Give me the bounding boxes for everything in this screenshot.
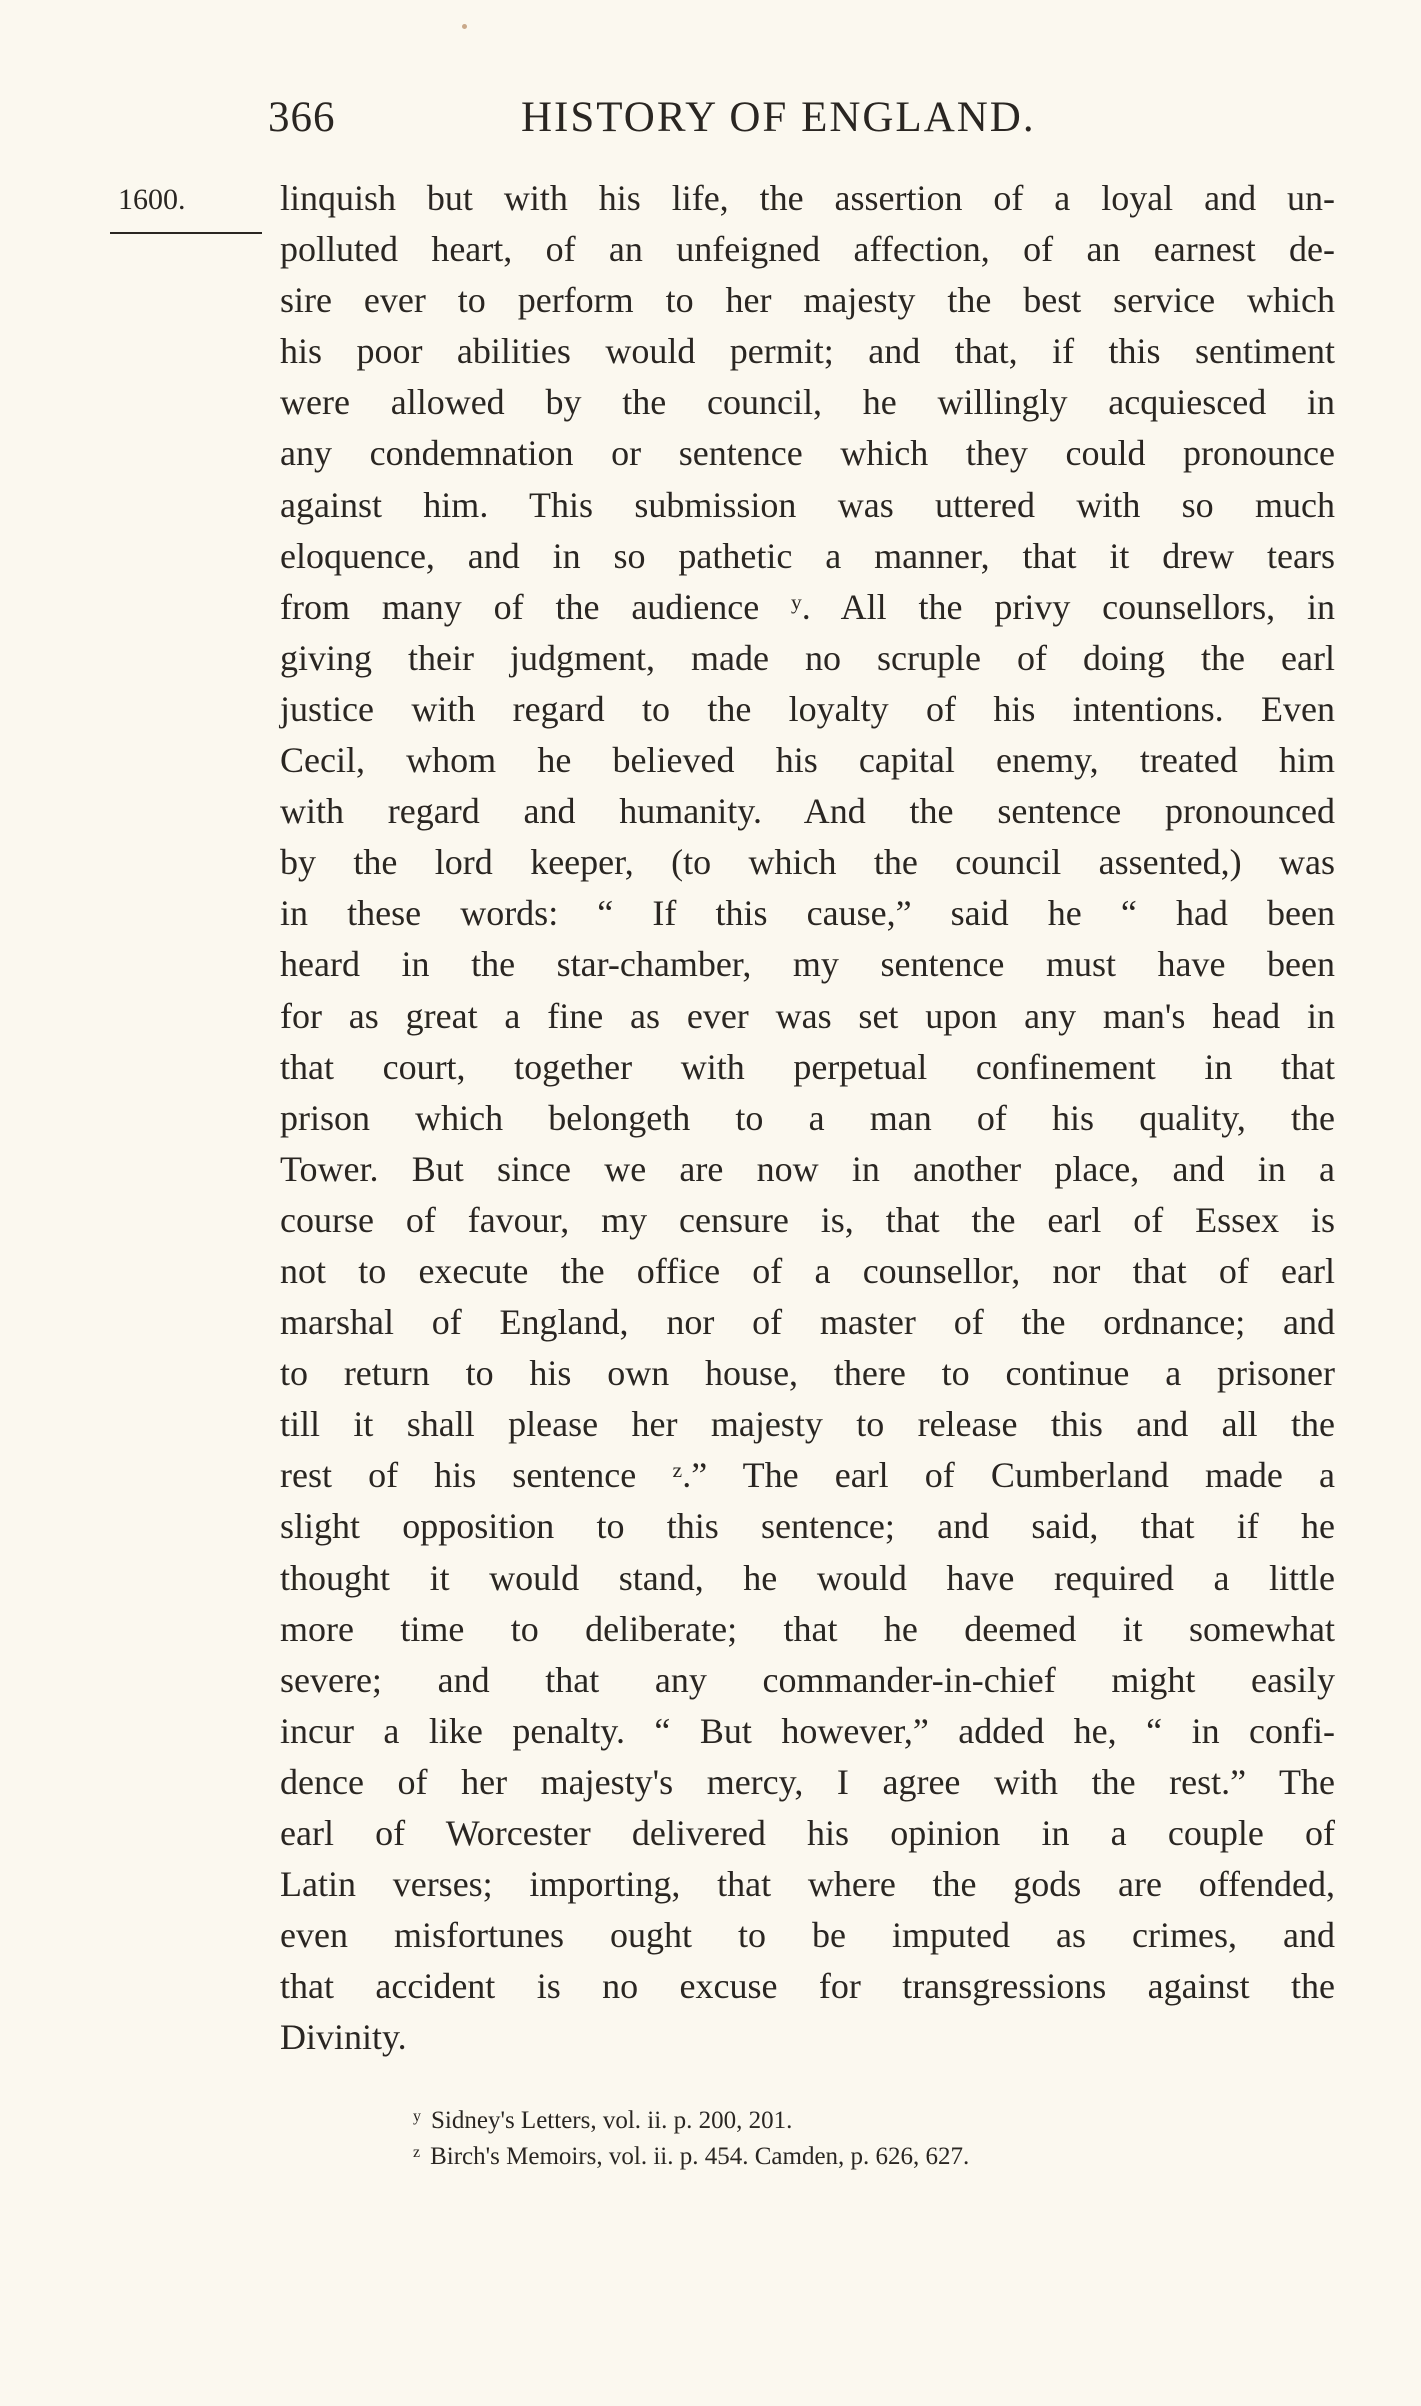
text-line: by the lord keeper, (to which the council assented,) was xyxy=(280,842,1335,883)
text-line: marshal of England, nor of master of the ordnance; and xyxy=(280,1302,1335,1343)
footnote-y xyxy=(413,2101,1313,2137)
text-line: earl of Worcester delivered his opinion in a couple of xyxy=(280,1813,1335,1853)
text-line: more time to deliberate; that he deemed it somewhat xyxy=(280,1608,1335,1649)
running-title: HISTORY OF ENGLAND. xyxy=(521,94,1036,141)
page-number: 366 xyxy=(268,94,336,141)
text-line: for as great a fine as ever was set upon any man's head in xyxy=(280,995,1335,1036)
body-text xyxy=(280,173,1335,2063)
text-line: Tower. But since we are now in another place, and in a xyxy=(280,1148,1335,1189)
text-line: rest of his sentence ᶻ.” The earl of Cumberland made a xyxy=(280,1455,1335,1496)
text-line: any condemnation or sentence which they could pronounce xyxy=(280,433,1335,474)
margin-rule xyxy=(110,232,262,234)
text-line: sire ever to perform to her majesty the best service which xyxy=(280,280,1335,321)
text-line: heard in the star-chamber, my sentence must have been xyxy=(280,944,1335,985)
text-line: dence of her majesty's mercy, I agree with the rest.” The xyxy=(280,1761,1335,1802)
text-line: were allowed by the council, he willingly acquiesced in xyxy=(280,382,1335,423)
text-line: incur a like penalty. “ But however,” added he, “ in confi- xyxy=(280,1710,1335,1751)
text-line: polluted heart, of an unfeigned affection, of an earnest de- xyxy=(280,229,1335,270)
text-line: that court, together with perpetual confinement in that xyxy=(280,1046,1335,1087)
footnote-z xyxy=(413,2137,1313,2173)
footnote-mark: y xyxy=(413,2108,421,2125)
footnotes xyxy=(413,2101,1313,2173)
text-line: against him. This submission was uttered with so much xyxy=(280,484,1335,525)
text-line: justice with regard to the loyalty of his intentions. Even xyxy=(280,688,1335,729)
margin-year: 1600. xyxy=(118,183,186,216)
text-line: not to execute the office of a counsellor, nor that of earl xyxy=(280,1250,1335,1291)
paper-speck xyxy=(462,24,467,29)
text-line: Latin verses; importing, that where the gods are offended, xyxy=(280,1864,1335,1905)
text-line: with regard and humanity. And the sentence pronounced xyxy=(280,791,1335,832)
text-line: course of favour, my censure is, that the earl of Essex is xyxy=(280,1199,1335,1240)
text-line: Cecil, whom he believed his capital enemy, treated him xyxy=(280,740,1335,781)
text-line: Divinity. xyxy=(280,2017,407,2058)
text-line: in these words: “ If this cause,” said he “ had been xyxy=(280,893,1335,934)
text-line: till it shall please her majesty to release this and all the xyxy=(280,1404,1335,1445)
text-line: giving their judgment, made no scruple of doing the earl xyxy=(280,637,1335,678)
text-line: slight opposition to this sentence; and said, that if he xyxy=(280,1506,1335,1547)
text-line: severe; and that any commander-in-chief might easily xyxy=(280,1659,1335,1700)
running-header xyxy=(268,92,1108,144)
text-line: even misfortunes ought to be imputed as crimes, and xyxy=(280,1915,1335,1956)
text-line: that accident is no excuse for transgressions against the xyxy=(280,1966,1335,2007)
footnote-text: Sidney's Letters, vol. ii. p. 200, 201. xyxy=(431,2107,793,2134)
footnote-mark: z xyxy=(413,2144,421,2161)
footnote-text: Birch's Memoirs, vol. ii. p. 454. Camden, p. 626, 627. xyxy=(430,2143,970,2170)
text-line: thought it would stand, he would have required a little xyxy=(280,1557,1335,1598)
text-line: eloquence, and in so pathetic a manner, that it drew tears xyxy=(280,535,1335,576)
text-line: his poor abilities would permit; and that, if this sentiment xyxy=(280,331,1335,372)
text-line: to return to his own house, there to continue a prisoner xyxy=(280,1353,1335,1394)
text-line: linquish but with his life, the assertion of a loyal and un- xyxy=(280,178,1335,218)
text-line: prison which belongeth to a man of his quality, the xyxy=(280,1097,1335,1138)
text-line: from many of the audience ʸ. All the privy counsellors, in xyxy=(280,586,1335,627)
